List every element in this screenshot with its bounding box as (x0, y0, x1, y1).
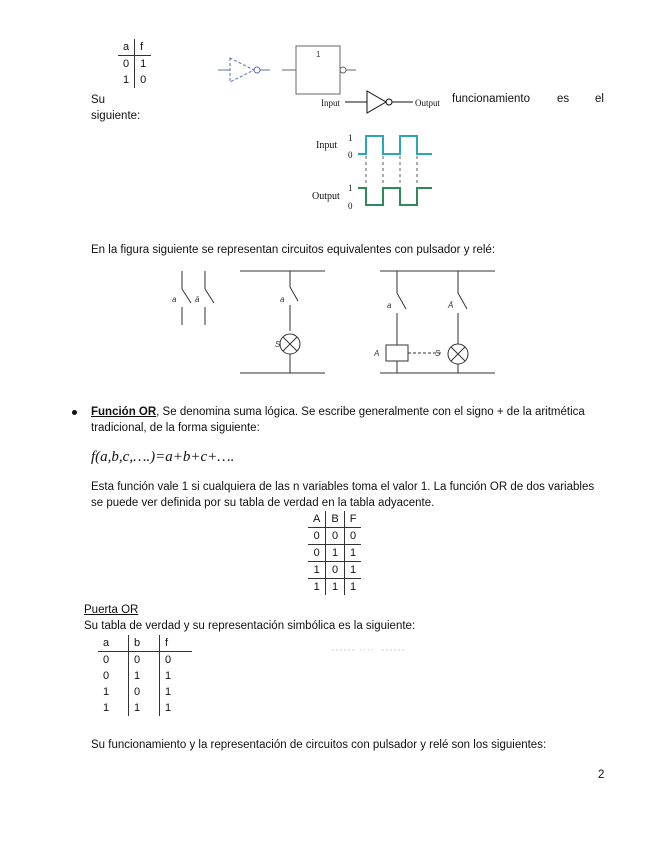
table-row: 1 0 (118, 72, 151, 88)
or-paragraph-line1: Esta función vale 1 si cualquiera de las n variables toma el valor 1. La función OR de dos variables (91, 481, 595, 493)
svg-text:Ā: Ā (448, 301, 454, 310)
table-row: 0 0 0 (98, 652, 192, 669)
svg-text:1: 1 (348, 133, 353, 143)
not-gate-dashed-symbol (218, 58, 270, 82)
output-wave (358, 188, 432, 205)
svg-text:0: 0 (348, 201, 353, 211)
intro-siguiente: siguiente: (91, 110, 141, 122)
waveform-output-label: Output (312, 191, 340, 202)
svg-text:a: a (172, 295, 177, 304)
table-row: 1 0 1 (98, 684, 192, 700)
not-truth-table (118, 39, 151, 88)
table-header: f (160, 635, 193, 652)
relay-coil (386, 345, 408, 361)
page-number: 2 (598, 769, 605, 781)
svg-text:S: S (275, 340, 281, 349)
svg-text:ā: ā (195, 295, 200, 304)
or-gate-symbol-placeholder (330, 645, 410, 655)
or-function-intro: Función OR, Se denomina suma lógica. Se escribe generalmente con el signo + de la aritmética (91, 406, 585, 418)
table-header: B (326, 511, 344, 528)
table-row: 1 1 1 (98, 700, 192, 716)
table-row: 1 0 1 (308, 562, 361, 579)
svg-text:a: a (280, 295, 285, 304)
input-wave (358, 136, 432, 154)
or-formula: f(a,b,c,….)=a+b+c+…. (91, 449, 235, 465)
table-row: 0 1 1 (308, 545, 361, 562)
intro-funcionamiento: funcionamiento (452, 93, 530, 105)
table-header: a (118, 39, 135, 56)
puerta-or-sentence: Su tabla de verdad y su representación simbólica es la siguiente: (84, 620, 416, 632)
table-row: 0 1 (118, 56, 151, 73)
not-waveform (310, 128, 445, 213)
bullet-icon (72, 410, 77, 415)
not-input-label: Input (321, 98, 340, 108)
table-row: 0 1 1 (98, 668, 192, 684)
table-header: b (129, 635, 160, 652)
not-gate-diagrams (210, 40, 460, 120)
puerta-or-title: Puerta OR (84, 604, 139, 616)
svg-text:A: A (374, 349, 380, 358)
table-row: 0 0 0 (308, 528, 361, 545)
or-paragraph-line2: se puede ver definida por su tabla de verdad en la tabla adyacente. (91, 497, 435, 509)
table-header: F (344, 511, 361, 528)
not-box-label: 1 (316, 50, 321, 59)
not-output-label: Output (415, 98, 441, 108)
svg-text:S: S (435, 349, 441, 358)
closing-sentence: Su funcionamiento y la representación de circuitos con pulsador y relé son los siguientes: (91, 739, 547, 751)
or-function-title: Función OR (91, 406, 157, 418)
not-gate-symbol (367, 91, 386, 113)
or-truth-table (308, 511, 361, 595)
or-function-intro-line2: tradicional, de la forma siguiente: (91, 422, 260, 434)
intro-es: es (557, 93, 570, 105)
puerta-or-truth-table (98, 635, 192, 716)
svg-text:0: 0 (348, 150, 353, 160)
svg-text:1: 1 (348, 183, 353, 193)
table-header: A (308, 511, 326, 528)
table-header: a (98, 635, 129, 652)
intro-su: Su (91, 94, 106, 106)
svg-text:a: a (387, 301, 392, 310)
intro-el: el (595, 93, 604, 105)
waveform-input-label: Input (316, 140, 338, 151)
relay-sentence: En la figura siguiente se representan circuitos equivalentes con pulsador y relé: (91, 244, 496, 256)
table-row: 1 1 1 (308, 579, 361, 596)
table-header: f (135, 39, 152, 56)
relay-circuits (165, 265, 505, 380)
